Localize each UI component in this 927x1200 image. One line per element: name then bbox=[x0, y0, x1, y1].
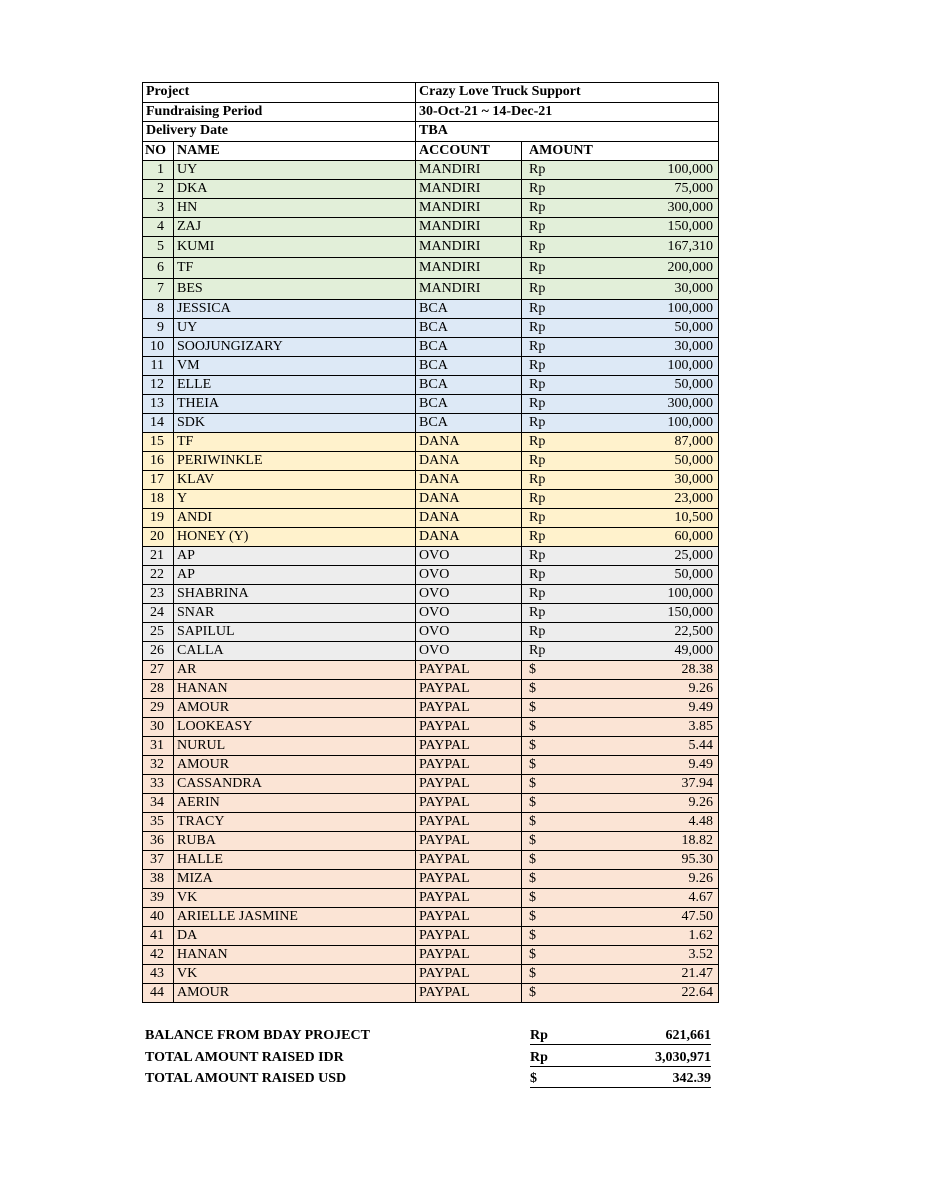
row-no: 6 bbox=[143, 258, 174, 279]
column-header-row bbox=[143, 141, 719, 161]
row-no: 9 bbox=[143, 319, 174, 338]
table-row bbox=[143, 889, 719, 908]
row-no: 4 bbox=[143, 218, 174, 237]
table-row bbox=[143, 775, 719, 794]
row-amount: 300,000 bbox=[570, 199, 719, 218]
row-amount: 100,000 bbox=[570, 585, 719, 604]
row-amount: 3.85 bbox=[570, 718, 719, 737]
row-name: SDK bbox=[174, 414, 416, 433]
summary-amount bbox=[530, 1071, 711, 1088]
table-row bbox=[143, 547, 719, 566]
row-amount: 9.26 bbox=[570, 794, 719, 813]
table-row bbox=[143, 965, 719, 984]
row-currency: $ bbox=[522, 965, 570, 984]
row-no: 8 bbox=[143, 300, 174, 319]
table-row bbox=[143, 300, 719, 319]
row-no: 34 bbox=[143, 794, 174, 813]
row-currency: $ bbox=[522, 813, 570, 832]
row-name: NURUL bbox=[174, 737, 416, 756]
row-account: BCA bbox=[416, 357, 522, 376]
project-label: Project bbox=[143, 83, 416, 103]
row-account: OVO bbox=[416, 642, 522, 661]
row-currency: $ bbox=[522, 908, 570, 927]
row-amount: 87,000 bbox=[570, 433, 719, 452]
row-amount: 21.47 bbox=[570, 965, 719, 984]
row-account: PAYPAL bbox=[416, 737, 522, 756]
row-no: 17 bbox=[143, 471, 174, 490]
row-amount: 3.52 bbox=[570, 946, 719, 965]
row-no: 3 bbox=[143, 199, 174, 218]
row-account: BCA bbox=[416, 338, 522, 357]
row-currency: Rp bbox=[522, 180, 570, 199]
row-name: SNAR bbox=[174, 604, 416, 623]
row-name: TF bbox=[174, 433, 416, 452]
row-currency: $ bbox=[522, 680, 570, 699]
row-account: DANA bbox=[416, 433, 522, 452]
table-row bbox=[143, 338, 719, 357]
row-account: DANA bbox=[416, 490, 522, 509]
delivery-row bbox=[143, 122, 719, 142]
row-name: AP bbox=[174, 566, 416, 585]
row-currency: $ bbox=[522, 851, 570, 870]
row-currency: Rp bbox=[522, 395, 570, 414]
table-row bbox=[143, 908, 719, 927]
row-no: 23 bbox=[143, 585, 174, 604]
table-row bbox=[143, 623, 719, 642]
row-amount: 9.26 bbox=[570, 680, 719, 699]
summary-label: TOTAL AMOUNT RAISED IDR bbox=[145, 1049, 344, 1065]
row-account: BCA bbox=[416, 414, 522, 433]
row-currency: $ bbox=[522, 984, 570, 1003]
row-no: 26 bbox=[143, 642, 174, 661]
row-name: PERIWINKLE bbox=[174, 452, 416, 471]
row-no: 35 bbox=[143, 813, 174, 832]
row-currency: Rp bbox=[522, 547, 570, 566]
table-row bbox=[143, 794, 719, 813]
row-no: 42 bbox=[143, 946, 174, 965]
row-name: DA bbox=[174, 927, 416, 946]
row-account: OVO bbox=[416, 604, 522, 623]
row-currency: Rp bbox=[522, 433, 570, 452]
row-amount: 18.82 bbox=[570, 832, 719, 851]
row-name: UY bbox=[174, 161, 416, 180]
row-no: 32 bbox=[143, 756, 174, 775]
row-amount: 50,000 bbox=[570, 566, 719, 585]
row-account: DANA bbox=[416, 509, 522, 528]
row-no: 40 bbox=[143, 908, 174, 927]
row-amount: 100,000 bbox=[570, 414, 719, 433]
row-currency: Rp bbox=[522, 319, 570, 338]
row-name: CALLA bbox=[174, 642, 416, 661]
col-amount-header: AMOUNT bbox=[522, 141, 719, 161]
row-no: 13 bbox=[143, 395, 174, 414]
table-row bbox=[143, 528, 719, 547]
row-currency: Rp bbox=[522, 279, 570, 300]
row-no: 31 bbox=[143, 737, 174, 756]
row-no: 15 bbox=[143, 433, 174, 452]
row-currency: Rp bbox=[522, 237, 570, 258]
table-row bbox=[143, 984, 719, 1003]
row-currency: $ bbox=[522, 661, 570, 680]
col-name-header: NAME bbox=[174, 141, 416, 161]
table-row bbox=[143, 718, 719, 737]
row-currency: $ bbox=[522, 756, 570, 775]
row-account: PAYPAL bbox=[416, 813, 522, 832]
table-row bbox=[143, 737, 719, 756]
row-no: 44 bbox=[143, 984, 174, 1003]
row-account: PAYPAL bbox=[416, 756, 522, 775]
table-row bbox=[143, 279, 719, 300]
table-row bbox=[143, 813, 719, 832]
summary-row bbox=[145, 1050, 715, 1072]
summary-value: 621,661 bbox=[665, 1028, 711, 1043]
row-amount: 50,000 bbox=[570, 376, 719, 395]
row-name: AMOUR bbox=[174, 699, 416, 718]
row-no: 21 bbox=[143, 547, 174, 566]
table-row bbox=[143, 376, 719, 395]
row-currency: Rp bbox=[522, 357, 570, 376]
row-amount: 9.49 bbox=[570, 699, 719, 718]
row-name: SHABRINA bbox=[174, 585, 416, 604]
row-amount: 28.38 bbox=[570, 661, 719, 680]
row-name: AMOUR bbox=[174, 984, 416, 1003]
table-row bbox=[143, 237, 719, 258]
summary-amount bbox=[530, 1050, 711, 1067]
row-no: 24 bbox=[143, 604, 174, 623]
row-amount: 150,000 bbox=[570, 604, 719, 623]
row-account: PAYPAL bbox=[416, 794, 522, 813]
row-currency: Rp bbox=[522, 218, 570, 237]
row-no: 14 bbox=[143, 414, 174, 433]
col-account-header: ACCOUNT bbox=[416, 141, 522, 161]
row-account: MANDIRI bbox=[416, 279, 522, 300]
row-currency: $ bbox=[522, 870, 570, 889]
row-name: SOOJUNGIZARY bbox=[174, 338, 416, 357]
row-no: 18 bbox=[143, 490, 174, 509]
row-name: HANAN bbox=[174, 680, 416, 699]
row-name: AERIN bbox=[174, 794, 416, 813]
row-amount: 5.44 bbox=[570, 737, 719, 756]
row-no: 2 bbox=[143, 180, 174, 199]
row-name: VM bbox=[174, 357, 416, 376]
summary-label: TOTAL AMOUNT RAISED USD bbox=[145, 1071, 347, 1086]
row-name: KLAV bbox=[174, 471, 416, 490]
row-account: DANA bbox=[416, 471, 522, 490]
row-name: HANAN bbox=[174, 946, 416, 965]
row-amount: 4.67 bbox=[570, 889, 719, 908]
summary-currency: $ bbox=[530, 1071, 537, 1086]
donation-table bbox=[142, 82, 719, 1003]
row-amount: 300,000 bbox=[570, 395, 719, 414]
table-row bbox=[143, 319, 719, 338]
row-amount: 200,000 bbox=[570, 258, 719, 279]
row-account: PAYPAL bbox=[416, 984, 522, 1003]
row-account: DANA bbox=[416, 452, 522, 471]
row-currency: Rp bbox=[522, 642, 570, 661]
project-value: Crazy Love Truck Support bbox=[416, 83, 719, 103]
row-name: CASSANDRA bbox=[174, 775, 416, 794]
table-row bbox=[143, 832, 719, 851]
row-currency: Rp bbox=[522, 490, 570, 509]
row-amount: 22.64 bbox=[570, 984, 719, 1003]
row-account: PAYPAL bbox=[416, 718, 522, 737]
table-row bbox=[143, 642, 719, 661]
table-row bbox=[143, 433, 719, 452]
row-account: PAYPAL bbox=[416, 965, 522, 984]
row-account: OVO bbox=[416, 585, 522, 604]
row-name: AR bbox=[174, 661, 416, 680]
row-amount: 22,500 bbox=[570, 623, 719, 642]
row-currency: Rp bbox=[522, 471, 570, 490]
row-currency: $ bbox=[522, 699, 570, 718]
row-amount: 100,000 bbox=[570, 357, 719, 376]
row-currency: $ bbox=[522, 946, 570, 965]
row-account: PAYPAL bbox=[416, 699, 522, 718]
table-row bbox=[143, 218, 719, 237]
row-amount: 30,000 bbox=[570, 471, 719, 490]
row-account: PAYPAL bbox=[416, 889, 522, 908]
row-amount: 1.62 bbox=[570, 927, 719, 946]
table-row bbox=[143, 566, 719, 585]
row-amount: 23,000 bbox=[570, 490, 719, 509]
col-no-header: NO bbox=[143, 141, 174, 161]
row-account: MANDIRI bbox=[416, 237, 522, 258]
row-amount: 9.26 bbox=[570, 870, 719, 889]
row-name: HONEY (Y) bbox=[174, 528, 416, 547]
row-currency: $ bbox=[522, 737, 570, 756]
row-account: MANDIRI bbox=[416, 199, 522, 218]
row-currency: Rp bbox=[522, 300, 570, 319]
row-currency: Rp bbox=[522, 566, 570, 585]
row-name: THEIA bbox=[174, 395, 416, 414]
summary-row bbox=[145, 1028, 715, 1050]
row-account: PAYPAL bbox=[416, 832, 522, 851]
table-row bbox=[143, 180, 719, 199]
row-amount: 47.50 bbox=[570, 908, 719, 927]
row-name: HALLE bbox=[174, 851, 416, 870]
row-currency: Rp bbox=[522, 604, 570, 623]
row-no: 19 bbox=[143, 509, 174, 528]
table-row bbox=[143, 756, 719, 775]
summary-block bbox=[145, 1028, 715, 1093]
row-account: PAYPAL bbox=[416, 775, 522, 794]
row-no: 29 bbox=[143, 699, 174, 718]
table-row bbox=[143, 927, 719, 946]
row-account: BCA bbox=[416, 395, 522, 414]
row-no: 37 bbox=[143, 851, 174, 870]
row-currency: Rp bbox=[522, 376, 570, 395]
summary-currency: Rp bbox=[530, 1028, 548, 1043]
row-currency: Rp bbox=[522, 161, 570, 180]
row-account: OVO bbox=[416, 547, 522, 566]
table-row bbox=[143, 585, 719, 604]
row-account: PAYPAL bbox=[416, 661, 522, 680]
row-name: LOOKEASY bbox=[174, 718, 416, 737]
row-no: 20 bbox=[143, 528, 174, 547]
table-row bbox=[143, 699, 719, 718]
row-amount: 49,000 bbox=[570, 642, 719, 661]
row-amount: 50,000 bbox=[570, 319, 719, 338]
row-amount: 60,000 bbox=[570, 528, 719, 547]
row-no: 5 bbox=[143, 237, 174, 258]
row-amount: 30,000 bbox=[570, 338, 719, 357]
table-row bbox=[143, 661, 719, 680]
row-no: 11 bbox=[143, 357, 174, 376]
row-currency: Rp bbox=[522, 338, 570, 357]
row-amount: 4.48 bbox=[570, 813, 719, 832]
table-row bbox=[143, 851, 719, 870]
row-account: MANDIRI bbox=[416, 161, 522, 180]
row-no: 12 bbox=[143, 376, 174, 395]
row-name: ZAJ bbox=[174, 218, 416, 237]
summary-label: BALANCE FROM BDAY PROJECT bbox=[145, 1028, 370, 1043]
row-account: BCA bbox=[416, 300, 522, 319]
row-account: BCA bbox=[416, 376, 522, 395]
row-no: 39 bbox=[143, 889, 174, 908]
row-no: 36 bbox=[143, 832, 174, 851]
period-value: 30-Oct-21 ~ 14-Dec-21 bbox=[416, 102, 719, 122]
row-name: ELLE bbox=[174, 376, 416, 395]
row-amount: 95.30 bbox=[570, 851, 719, 870]
row-no: 10 bbox=[143, 338, 174, 357]
table-row bbox=[143, 946, 719, 965]
table-row bbox=[143, 452, 719, 471]
row-currency: $ bbox=[522, 832, 570, 851]
row-currency: $ bbox=[522, 718, 570, 737]
summary-amount bbox=[530, 1028, 711, 1045]
row-no: 38 bbox=[143, 870, 174, 889]
row-name: VK bbox=[174, 965, 416, 984]
period-row bbox=[143, 102, 719, 122]
row-name: RUBA bbox=[174, 832, 416, 851]
row-amount: 150,000 bbox=[570, 218, 719, 237]
row-currency: $ bbox=[522, 775, 570, 794]
row-account: PAYPAL bbox=[416, 851, 522, 870]
row-account: PAYPAL bbox=[416, 908, 522, 927]
row-currency: Rp bbox=[522, 258, 570, 279]
row-name: VK bbox=[174, 889, 416, 908]
row-no: 27 bbox=[143, 661, 174, 680]
row-account: DANA bbox=[416, 528, 522, 547]
row-name: ARIELLE JASMINE bbox=[174, 908, 416, 927]
row-name: TF bbox=[174, 258, 416, 279]
row-account: OVO bbox=[416, 566, 522, 585]
row-no: 25 bbox=[143, 623, 174, 642]
row-account: PAYPAL bbox=[416, 870, 522, 889]
row-no: 1 bbox=[143, 161, 174, 180]
row-name: Y bbox=[174, 490, 416, 509]
project-row bbox=[143, 83, 719, 103]
row-name: JESSICA bbox=[174, 300, 416, 319]
row-account: OVO bbox=[416, 623, 522, 642]
row-amount: 100,000 bbox=[570, 300, 719, 319]
row-amount: 37.94 bbox=[570, 775, 719, 794]
table-row bbox=[143, 870, 719, 889]
row-name: DKA bbox=[174, 180, 416, 199]
row-currency: $ bbox=[522, 889, 570, 908]
summary-value: 342.39 bbox=[672, 1071, 711, 1086]
row-no: 41 bbox=[143, 927, 174, 946]
table-row bbox=[143, 604, 719, 623]
row-amount: 167,310 bbox=[570, 237, 719, 258]
row-name: HN bbox=[174, 199, 416, 218]
row-name: MIZA bbox=[174, 870, 416, 889]
table-row bbox=[143, 414, 719, 433]
row-amount: 9.49 bbox=[570, 756, 719, 775]
summary-value: 3,030,971 bbox=[655, 1049, 711, 1065]
row-account: BCA bbox=[416, 319, 522, 338]
table-row bbox=[143, 509, 719, 528]
table-row bbox=[143, 395, 719, 414]
row-no: 30 bbox=[143, 718, 174, 737]
row-amount: 25,000 bbox=[570, 547, 719, 566]
row-currency: Rp bbox=[522, 199, 570, 218]
row-account: PAYPAL bbox=[416, 946, 522, 965]
table-row bbox=[143, 490, 719, 509]
row-account: MANDIRI bbox=[416, 218, 522, 237]
row-account: MANDIRI bbox=[416, 180, 522, 199]
row-account: PAYPAL bbox=[416, 680, 522, 699]
summary-currency: Rp bbox=[530, 1049, 548, 1065]
row-account: PAYPAL bbox=[416, 927, 522, 946]
row-name: ANDI bbox=[174, 509, 416, 528]
row-name: TRACY bbox=[174, 813, 416, 832]
row-currency: $ bbox=[522, 794, 570, 813]
delivery-value: TBA bbox=[416, 122, 719, 142]
row-amount: 100,000 bbox=[570, 161, 719, 180]
row-no: 43 bbox=[143, 965, 174, 984]
row-currency: Rp bbox=[522, 528, 570, 547]
row-amount: 10,500 bbox=[570, 509, 719, 528]
row-no: 22 bbox=[143, 566, 174, 585]
table-row bbox=[143, 471, 719, 490]
row-no: 28 bbox=[143, 680, 174, 699]
row-no: 7 bbox=[143, 279, 174, 300]
period-label: Fundraising Period bbox=[143, 102, 416, 122]
row-amount: 30,000 bbox=[570, 279, 719, 300]
table-row bbox=[143, 199, 719, 218]
row-currency: Rp bbox=[522, 452, 570, 471]
row-amount: 75,000 bbox=[570, 180, 719, 199]
row-currency: Rp bbox=[522, 414, 570, 433]
row-name: KUMI bbox=[174, 237, 416, 258]
table-row bbox=[143, 357, 719, 376]
row-amount: 50,000 bbox=[570, 452, 719, 471]
table-row bbox=[143, 258, 719, 279]
summary-row bbox=[145, 1071, 715, 1093]
row-name: UY bbox=[174, 319, 416, 338]
delivery-label: Delivery Date bbox=[143, 122, 416, 142]
row-name: SAPILUL bbox=[174, 623, 416, 642]
table-row bbox=[143, 680, 719, 699]
row-name: AMOUR bbox=[174, 756, 416, 775]
row-name: AP bbox=[174, 547, 416, 566]
row-currency: $ bbox=[522, 927, 570, 946]
row-currency: Rp bbox=[522, 509, 570, 528]
row-currency: Rp bbox=[522, 585, 570, 604]
row-currency: Rp bbox=[522, 623, 570, 642]
row-no: 33 bbox=[143, 775, 174, 794]
row-name: BES bbox=[174, 279, 416, 300]
table-row bbox=[143, 161, 719, 180]
row-no: 16 bbox=[143, 452, 174, 471]
row-account: MANDIRI bbox=[416, 258, 522, 279]
